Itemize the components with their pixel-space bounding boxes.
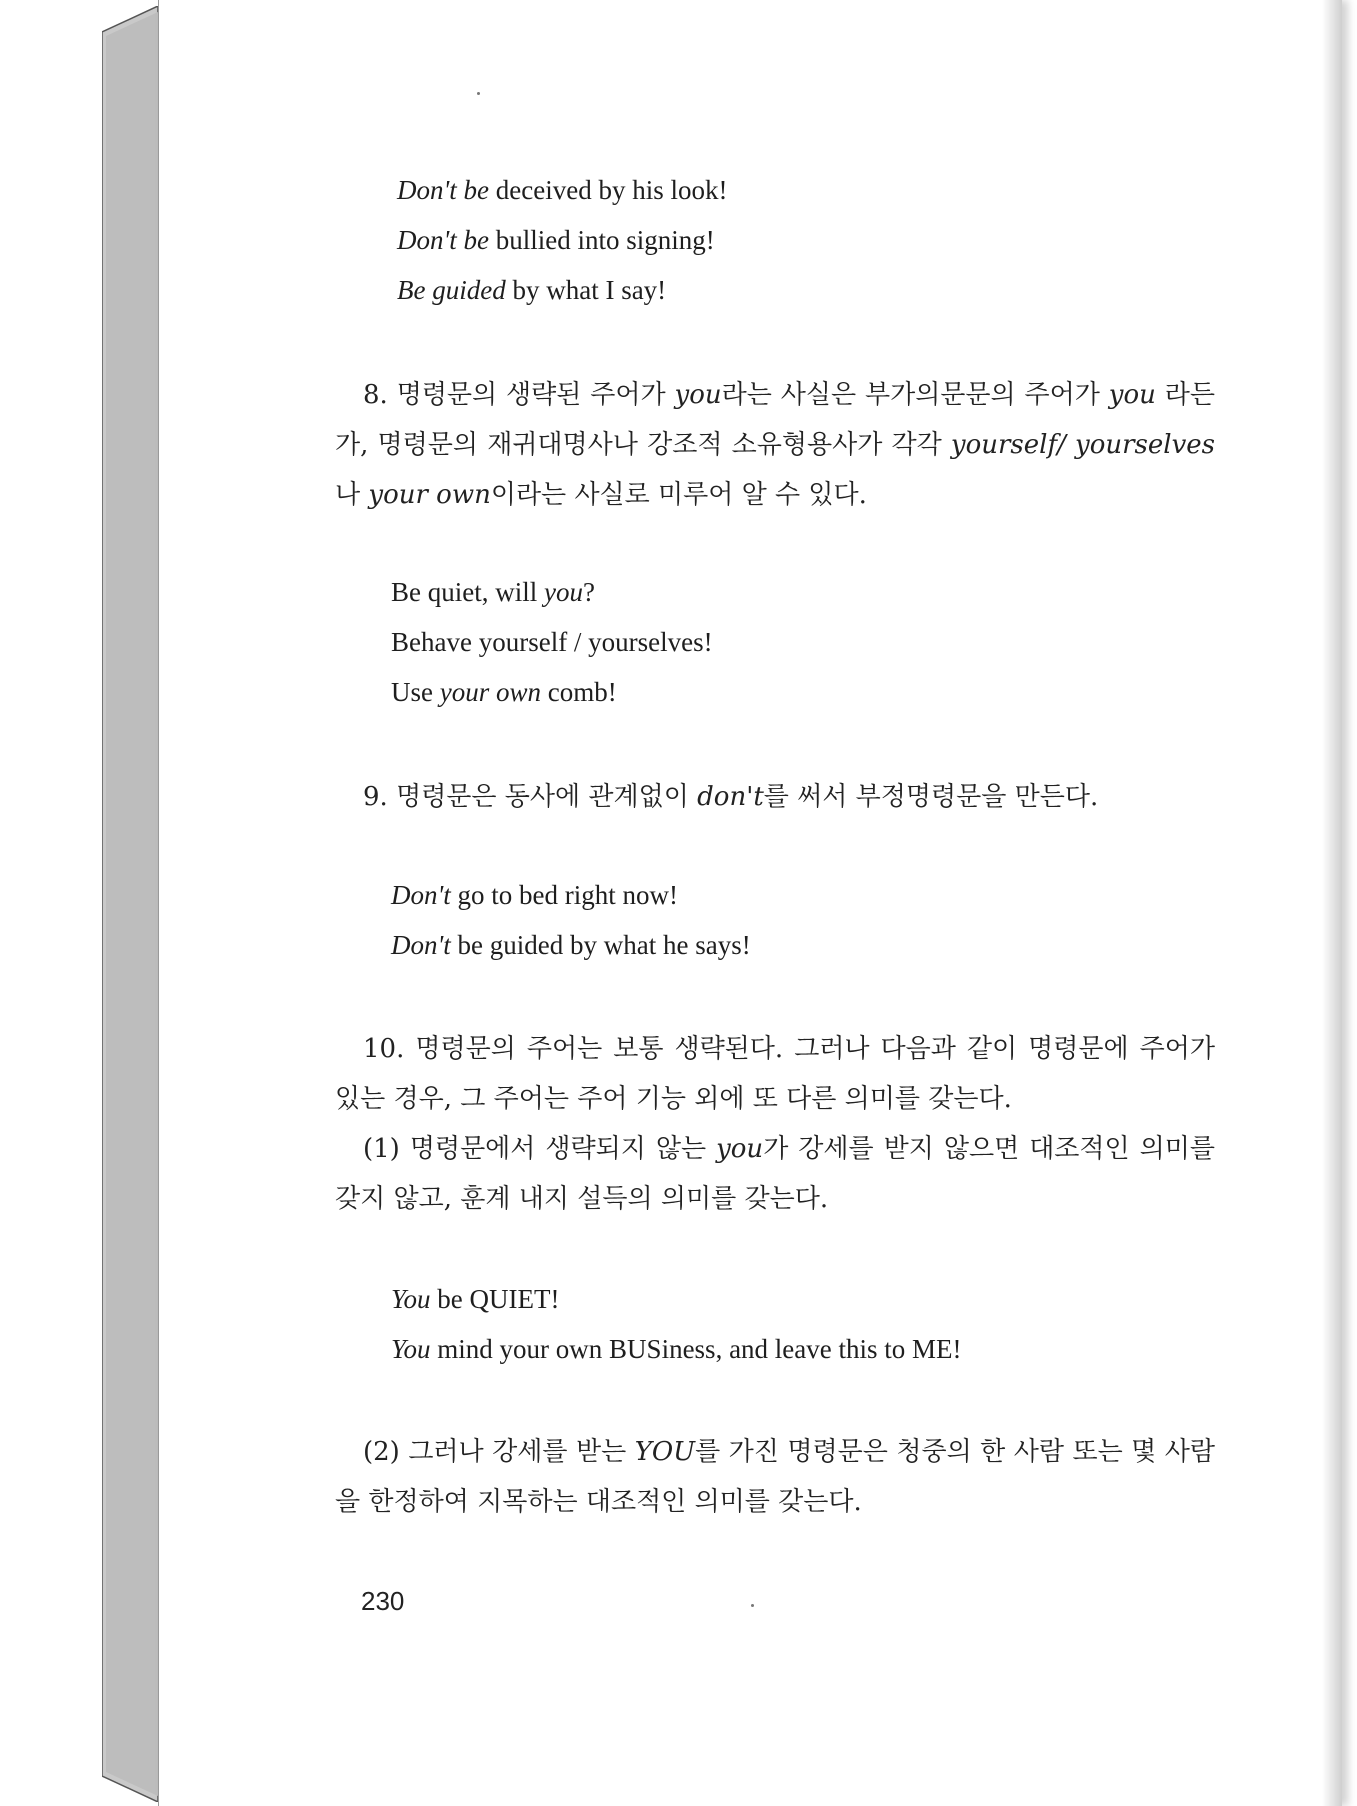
example-line: Be guided by what I say! bbox=[397, 275, 667, 305]
page-content bbox=[159, 0, 1342, 1806]
book-page bbox=[158, 0, 1342, 1806]
paragraph-10-1: (1) 명령문에서 생략되지 않는 you가 강세를 받지 않으면 대조적인 의미를 갖지 않고, 훈계 내지 설득의 의미를 갖는다. bbox=[335, 1134, 1215, 1214]
paragraph-9: 9. 명령문은 동사에 관계없이 don't를 써서 부정명령문을 만든다. bbox=[363, 782, 1099, 812]
example-line: Behave yourself / yourselves! bbox=[391, 627, 713, 657]
example-line: Use your own comb! bbox=[391, 677, 617, 707]
paragraph-8: 8. 명령문의 생략된 주어가 you라는 사실은 부가의문문의 주어가 you 라든가, 명령문의 재귀대명사나 강조적 소유형용사가 각각 yourself/ yourselves나 your own이라는 사실로 미루어 알 수 있다. bbox=[335, 380, 1216, 510]
example-line: You mind your own BUSiness, and leave this to ME! bbox=[391, 1334, 962, 1364]
paragraph-10: 10. 명령문의 주어는 보통 생략된다. 그러나 다음과 같이 명령문에 주어가 있는 경우, 그 주어는 주어 기능 외에 또 다른 의미를 갖는다. bbox=[335, 1034, 1215, 1114]
speck bbox=[477, 92, 480, 95]
example-line: Don't be bullied into signing! bbox=[397, 225, 715, 255]
example-line: Don't be deceived by his look! bbox=[397, 175, 728, 205]
page-number: 230 bbox=[361, 1586, 405, 1616]
example-line: Be quiet, will you? bbox=[391, 577, 595, 607]
example-line: Don't be guided by what he says! bbox=[391, 930, 751, 960]
paragraph-10-2: (2) 그러나 강세를 받는 YOU를 가진 명령문은 청중의 한 사람 또는 몇 사람을 한정하여 지목하는 대조적인 의미를 갖는다. bbox=[335, 1437, 1215, 1517]
speck bbox=[751, 1604, 754, 1607]
book-spine bbox=[102, 6, 158, 1802]
example-line: Don't go to bed right now! bbox=[391, 880, 679, 910]
example-line: You be QUIET! bbox=[391, 1284, 560, 1314]
